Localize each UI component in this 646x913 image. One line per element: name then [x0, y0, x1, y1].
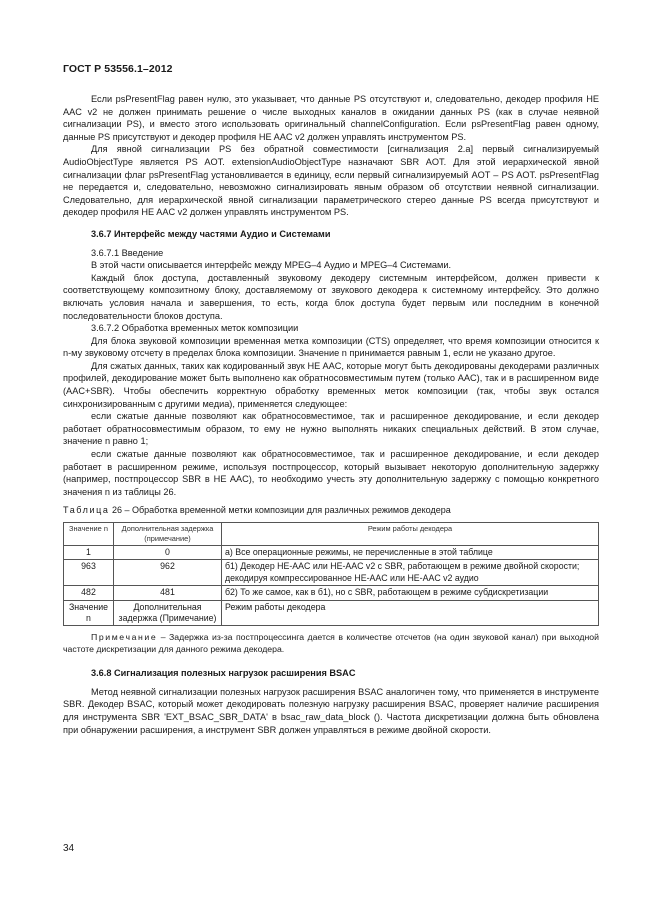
table-row: [64, 560, 599, 586]
table-caption: [63, 504, 599, 517]
paragraph: Для сжатых данных, таких как кодированный звук HE AAC, которые могут быть декодированы декодерами различных профилей, декодирование может быть выполнено как обратносовместимым путем (только AAC), так и в расширенном виде (AAC+SBR). Чтобы обеспечить корректную обработку временных меток композиции (так, чтобы звук остался синхронизированным с другими медиа), применяется следующее:: [63, 360, 599, 409]
paragraph: Для явной сигнализации PS без обратной совместимости [сигнализация 2.а] первый сигнализируемый AudioObjectType является PS AOT. extensionAudioObjectType назначают SBR AOT. Для этой иерархической явной сигнализации флаг psPresentFlag установливается в единицу, если первый сигнализируемый AOT – PS AOT. psPresentFlag не передается и, следовательно, невозможно сигнализировать явным образом об отсутствии неявной сигнализации. Следовательно, для иерархической явной сигнализации параметрического стерео данные PS всегда присутствуют и декодер профиля HE AAC v2 должен управлять инструментом PS.: [63, 144, 599, 218]
section-heading: 3.6.8 Сигнализация полезных нагрузок расширения BSAC: [91, 668, 356, 679]
table-caption-word: Таблица: [63, 505, 110, 516]
cell-n: 963: [64, 560, 114, 586]
header-cell-mode: Режим работы декодера: [222, 523, 599, 546]
paragraph: Каждый блок доступа, доставленный звуковому декодеру системным интерфейсом, должен привести к соответствующему композитному блоку, доставляемому от звукового декодера к системному интерфейсу. Это должно включать условия начала и завершения, то есть, когда блок доступа будет первым или последним в конечной последовательности блоков доступа.: [63, 272, 599, 321]
paragraph: Для блока звуковой композиции временная метка композиции (CTS) определяет, что время композиции относится к n-му звуковому отсчету в пределах блока композиции. Значение n принимается равным 1, если не указано другое.: [63, 335, 599, 359]
document-body: [63, 93, 599, 736]
list-item: если сжатые данные позволяют как обратносовместимое, так и расширенное декодирование, и если декодер работает обратносовместимым образом, то ему не нужно выполнять никаких специальных действий. В этом случае, значение n равно 1;: [63, 411, 599, 447]
document-header: ГОСТ Р 53556.1–2012: [63, 63, 173, 75]
subsection-heading: 3.6.7.1 Введение: [91, 247, 164, 258]
subsection-heading: 3.6.7.2 Обработка временных меток композиции: [91, 323, 299, 334]
table-note-text: – Задержка из-за постпроцессинга дается в количестве отсчетов (на один звуковой канал) при выходной частоте дискретизации для данного режима декодера.: [63, 632, 599, 654]
cell-delay: 481: [114, 586, 222, 600]
cell-delay: 0: [114, 546, 222, 560]
cell-mode: б1) Декодер HE-AAC или HE-AAC v2 с SBR, работающем в режиме двойной скорости; декодируя компрессированное HE-AAC или HE-AAC v2 аудио: [222, 560, 599, 586]
cell-n: Значение n: [64, 600, 114, 626]
paragraph: В этой части описывается интерфейс между MPEG–4 Аудио и MPEG–4 Системами.: [91, 260, 452, 271]
cell-n: 482: [64, 586, 114, 600]
table-note-word: Примечание: [91, 632, 158, 643]
cell-n: 1: [64, 546, 114, 560]
table-row: [64, 546, 599, 560]
table-row: [64, 600, 599, 626]
header-cell-delay: Дополнительная задержка (примечание): [114, 523, 222, 546]
paragraph: Если psPresentFlag равен нулю, это указывает, что данные PS отсутствуют и, следовательно, декодер профиля HE AAC v2 не должен принимать решение о числе выходных каналов в ожидании данных PS (как в случае неявной сигнализации PS), и вместо этого использовать оригинальный channelConfiguration. Если psPresentFlag равен одному, данные PS присутствуют и декодер профиля HE AAC v2 должен управлять инструментом PS.: [63, 94, 599, 142]
table-note: [63, 632, 599, 655]
cell-mode: а) Все операционные режимы, не перечисленные в этой таблице: [222, 546, 599, 560]
cell-mode: б2) То же самое, как в б1), но с SBR, работающем в режиме субдискретизации: [222, 586, 599, 600]
paragraph: Метод неявной сигнализации полезных нагрузок расширения BSAC аналогичен тому, что применяется в инструменте SBR. Декодер BSAC, который может декодировать полезную нагрузку расширения BSAC, проверяет наличие расширения для инструмента SBR 'EXT_BSAC_SBR_DATA' в bsac_raw_data_block (). Частота дискретизации должна быть обновлена при обнаружении расширения, а инструмент SBR должен управляться в режиме двойной скорости.: [63, 686, 599, 735]
table-header-row: [64, 523, 599, 546]
cell-delay: Дополнительная задержка (Примечание): [114, 600, 222, 626]
header-cell-n: Значение n: [64, 523, 114, 546]
cell-delay: 962: [114, 560, 222, 586]
section-heading: 3.6.7 Интерфейс между частями Аудио и Системами: [91, 228, 331, 239]
list-item: если сжатые данные позволяют как обратносовместимое, так и расширенное декодирование, и если декодер работает в расширенном режиме, используя постпроцессор, который вызывает некоторую дополнительную задержку (например, постпроцессор SBR в HE AAC), то необходимо учесть эту дополнительную задержку с помощью конкретного значения n из таблицы 26.: [63, 449, 599, 497]
table-caption-text: 26 – Обработка временной метки композиции для различных режимов декодера: [109, 505, 451, 516]
decoder-modes-table: [63, 522, 599, 626]
cell-mode: Режим работы декодера: [222, 600, 599, 626]
page-number: 34: [63, 843, 75, 854]
table-row: [64, 586, 599, 600]
